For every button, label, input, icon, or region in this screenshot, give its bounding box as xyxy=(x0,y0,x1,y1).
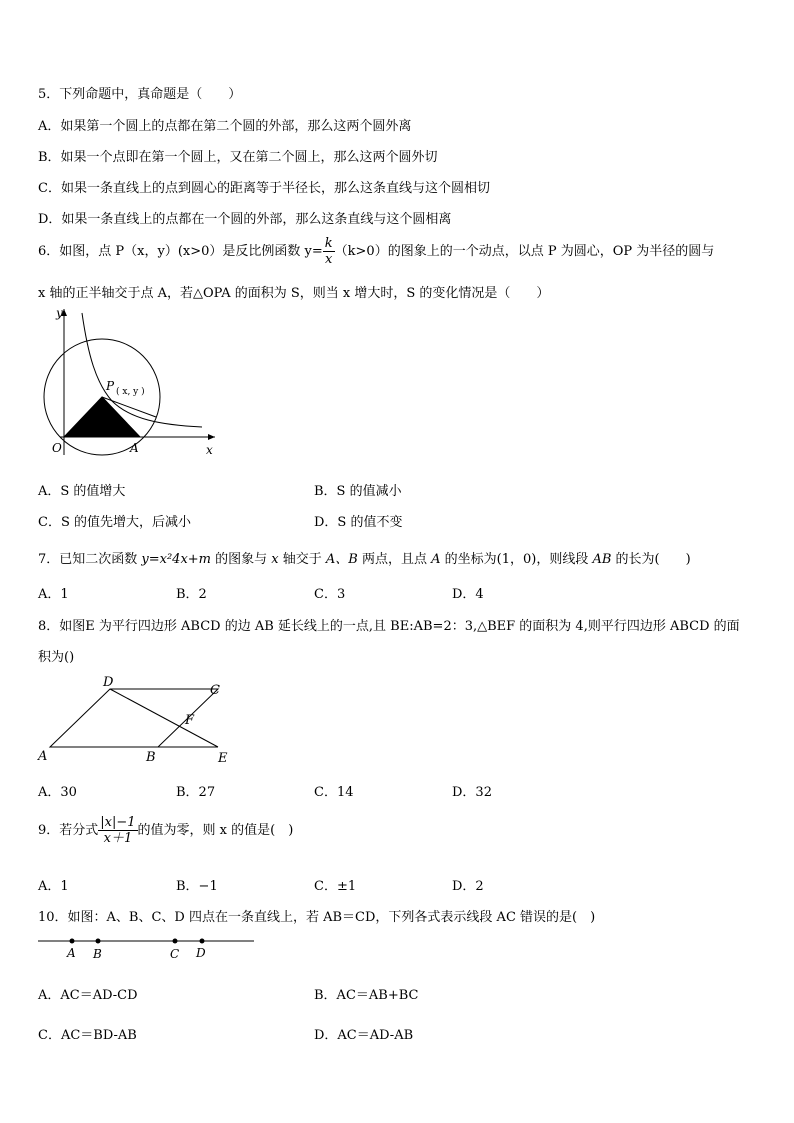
q7-segment: AB xyxy=(592,552,612,567)
q7-option-c: C．3 xyxy=(314,587,346,602)
q7-option-b: B．2 xyxy=(176,587,207,602)
q9-frac-num: |x|−1 xyxy=(100,815,136,830)
q9-stem-b: 的值为零，则 x 的值是( ) xyxy=(137,823,294,838)
q10-label-c: C xyxy=(170,947,180,961)
q10-point-b xyxy=(96,939,101,944)
q6-stem-line2: x 轴的正半轴交于点 A，若△OPA 的面积为 S，则当 x 增大时，S 的变化情况是（ ） xyxy=(38,286,550,301)
q5-option-c: C．如果一条直线上的点到圆心的距离等于半径长，那么这条直线与这个圆相切 xyxy=(38,181,490,196)
q9-option-d: D．2 xyxy=(452,879,484,894)
q6-label-p: P xyxy=(106,379,115,393)
q7-stem-d: 两点，且点 xyxy=(357,552,432,567)
q7-formula: y=x²4x+m xyxy=(141,552,212,567)
q9-fraction xyxy=(98,815,137,846)
q6-stem-line1 xyxy=(38,236,714,267)
q9-option-a: A．1 xyxy=(38,879,69,894)
q6-label-o: O xyxy=(52,441,62,455)
q8-label-d: D xyxy=(103,675,114,690)
q10-figure xyxy=(36,932,258,964)
q8-option-b: B．27 xyxy=(176,785,216,800)
q7-stem-a: 7．已知二次函数 xyxy=(38,552,142,567)
q7-option-d: D．4 xyxy=(452,587,484,602)
q10-point-a xyxy=(70,939,75,944)
q8-label-b: B xyxy=(146,750,156,765)
q5-option-a: A．如果第一个圆上的点都在第二个圆的外部，那么这两个圆外离 xyxy=(38,119,412,134)
q7-stem-e: 的坐标为(1，0)，则线段 xyxy=(440,552,593,567)
q9-option-c: C．±1 xyxy=(314,879,357,894)
q8-stem-line1: 8．如图E 为平行四边形 ABCD 的边 AB 延长线上的一点,且 BE:AB=2：3,△BEF 的面积为 4,则平行四边形 ABCD 的面 xyxy=(38,619,740,634)
q8-label-e: E xyxy=(218,751,228,766)
q8-figure xyxy=(30,672,240,772)
q6-label-coord: ( x, y ) xyxy=(116,387,145,397)
q5-option-d: D．如果一条直线上的点都在一个圆的外部，那么这条直线与这个圆相离 xyxy=(38,212,452,227)
q7-stem xyxy=(38,548,691,567)
q7-stem-f: 的长为( ) xyxy=(611,552,691,567)
q6-triangle-opa xyxy=(64,397,140,437)
q8-option-c: C．14 xyxy=(314,785,354,800)
q9-stem-a: 9．若分式 xyxy=(38,823,99,838)
q7-points: A、B xyxy=(325,552,358,567)
q6-stem-b: （k>0）的图象上的一个动点，以点 P 为圆心，OP 为半径的圆与 xyxy=(334,244,715,259)
q6-fraction xyxy=(323,236,335,267)
q8-option-d: D．32 xyxy=(452,785,492,800)
q10-option-d: D．AC＝AD-AB xyxy=(314,1028,414,1043)
q8-stem-line2: 积为() xyxy=(38,650,75,665)
q10-stem: 10．如图：A、B、C、D 四点在一条直线上，若 AB＝CD，下列各式表示线段 AC 错误的是( ) xyxy=(38,910,596,925)
q8-segment-de xyxy=(110,689,218,747)
q9-option-b: B．−1 xyxy=(176,879,218,894)
q7-point-a: A xyxy=(431,552,441,567)
q10-point-d xyxy=(200,939,205,944)
q7-stem-c: 轴交于 xyxy=(278,552,326,567)
q5-stem: 5．下列命题中，真命题是（ ） xyxy=(38,87,242,102)
q9-stem xyxy=(38,815,293,846)
q6-stem-a: 6．如图，点 P（x，y）(x>0）是反比例函数 y= xyxy=(38,244,323,259)
q10-label-d: D xyxy=(196,946,206,960)
q8-label-a: A xyxy=(38,749,48,764)
q6-option-c: C．S 的值先增大，后减小 xyxy=(38,515,191,530)
q6-label-y: y xyxy=(56,306,63,320)
q6-label-a: A xyxy=(130,441,139,455)
q10-option-a: A．AC＝AD-CD xyxy=(38,988,138,1003)
q7-option-a: A．1 xyxy=(38,587,69,602)
q8-option-a: A．30 xyxy=(38,785,77,800)
q8-label-f: F xyxy=(185,713,195,728)
q8-label-c: C xyxy=(210,683,220,698)
q6-label-x: x xyxy=(206,443,213,457)
q10-label-b: B xyxy=(93,947,102,961)
q6-frac-den: x xyxy=(325,252,333,267)
q6-option-d: D．S 的值不变 xyxy=(314,515,403,530)
q10-point-c xyxy=(173,939,178,944)
q6-x-arrow-icon xyxy=(208,434,215,440)
q6-option-a: A．S 的值增大 xyxy=(38,484,126,499)
q7-var-x: x xyxy=(271,552,279,567)
q10-label-a: A xyxy=(67,946,76,960)
q9-frac-den: x＋1 xyxy=(103,831,133,846)
q10-option-c: C．AC＝BD-AB xyxy=(38,1028,137,1043)
q6-figure xyxy=(30,305,230,465)
q7-stem-b: 的图象与 xyxy=(211,552,272,567)
q10-option-b: B．AC＝AB+BC xyxy=(314,988,419,1003)
q6-option-b: B．S 的值减小 xyxy=(314,484,402,499)
q6-frac-num: k xyxy=(324,236,333,251)
q5-option-b: B．如果一个点即在第一个圆上，又在第二个圆上，那么这两个圆外切 xyxy=(38,150,438,165)
